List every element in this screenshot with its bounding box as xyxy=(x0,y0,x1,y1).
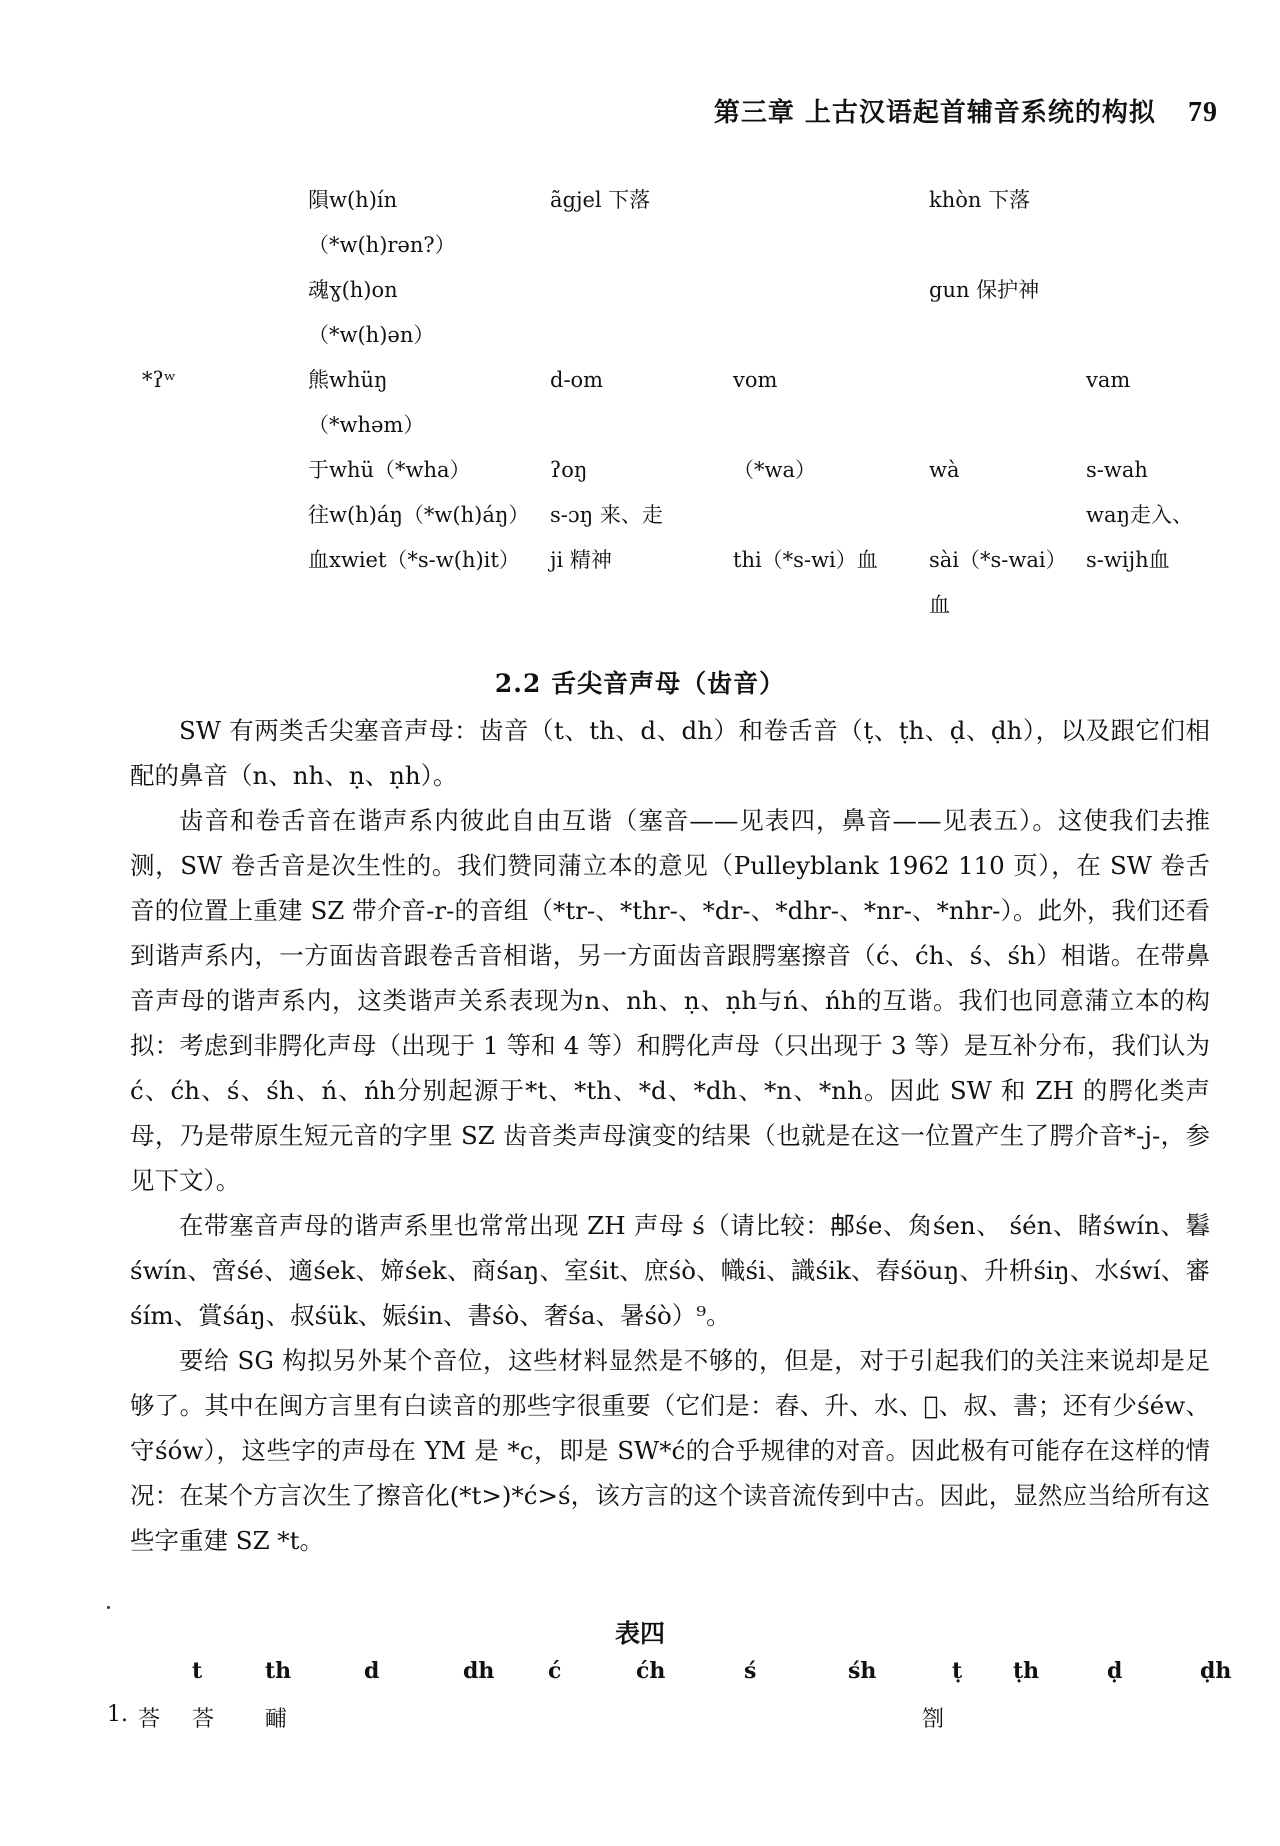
cognate-row xyxy=(0,358,1280,403)
cognate-cell: ji 精神 xyxy=(550,548,612,572)
chapter-title: 第三章 上古汉语起首辅音系统的构拟 xyxy=(713,98,1156,128)
table-header-cell: ṭ xyxy=(952,1658,963,1684)
paragraph: 齿音和卷舌音在谐声系内彼此自由互谐（塞音——见表四，鼻音——见表五）。这使我们去推测，SW 卷舌音是次生性的。我们赞同蒲立本的意见（Pulleyblank 1962 110 页），在 SW 卷舌音的位置上重建 SZ 带介音-r-的音组（*tr-、*thr-、*dr-、*dhr-、*nr-、*nhr-）。此外，我们还看到谐声系内，一方面齿音跟卷舌音相谐，另一方面齿音跟腭塞擦音（ć、ćh、ś、śh）相谐。在带鼻音声母的谐声系内，这类谐声关系表现为n、nh、ṇ、ṇh与ń、ńh的互谐。我们也同意蒲立本的构拟：考虑到非腭化声母（出现于 1 等和 4 等）和腭化声母（只出现于 3 等）是互补分布，我们认为ć、ćh、ś、śh、ń、ńh分别起源于*t、*th、*d、*dh、*n、*nh。因此 SW 和 ZH 的腭化类声母，乃是带原生短元音的字里 SZ 齿音类声母演变的结果（也就是在这一位置产生了腭介音*-j-，参见下文）。 xyxy=(130,806,1210,1195)
cognate-row xyxy=(0,313,1280,358)
table-header-cell: ćh xyxy=(636,1658,666,1684)
cognate-cell: 血 xyxy=(929,593,950,617)
cognate-row xyxy=(0,448,1280,493)
cognate-cell: khòn 下落 xyxy=(929,188,1031,212)
paragraph: 要给 SG 构拟另外某个音位，这些材料显然是不够的，但是，对于引起我们的关注来说却是足够了。其中在闽方言里有白读音的那些字很重要（它们是：舂、升、水、𫇢、叔、書；还有少śéw、守śów），这些字的声母在 YM 是 *c，即是 SW*ć的合乎规律的对音。因此极有可能存在这样的情况：在某个方言次生了擦音化(*t>)*ć>ś，该方言的这个读音流传到中古。因此，显然应当给所有这些字重建 SZ *t。 xyxy=(130,1346,1210,1555)
body-text xyxy=(130,708,1210,1563)
table-header-cell: t xyxy=(192,1658,203,1684)
page-header xyxy=(0,92,1280,129)
cognate-cell: （*w(h)ən） xyxy=(308,323,435,347)
cognate-cell: waŋ走入、 xyxy=(1086,503,1194,527)
cognate-cell: d-om xyxy=(550,368,604,392)
cognate-row xyxy=(0,493,1280,538)
table-cell: 劄 xyxy=(922,1707,945,1732)
cognate-table xyxy=(0,178,1280,628)
table-header-cell: ś xyxy=(744,1658,757,1684)
paragraph: SW 有两类舌尖塞音声母：齿音（t、th、d、dh）和卷舌音（ṭ、ṭh、ḍ、ḍh），以及跟它们相配的鼻音（n、nh、ṇ、ṇh）。 xyxy=(130,716,1210,790)
table-header-cell: th xyxy=(265,1658,292,1684)
table-row xyxy=(0,1702,1280,1742)
cognate-cell: 于whü（*wha） xyxy=(308,458,471,482)
cognate-cell: ʔoŋ xyxy=(550,458,588,482)
table-header-cell: d xyxy=(364,1658,380,1684)
table-header-cell: ḍh xyxy=(1200,1658,1232,1684)
cognate-cell: 隕w(h)ín xyxy=(308,188,398,212)
row-number: 1. xyxy=(107,1702,128,1727)
page-number: 79 xyxy=(1188,97,1218,128)
cognate-cell: gun 保护神 xyxy=(929,278,1040,302)
cognate-row xyxy=(0,223,1280,268)
cognate-cell: s-ɔŋ 来、走 xyxy=(550,503,663,527)
cognate-row xyxy=(0,178,1280,223)
paragraph: 在带塞音声母的谐声系里也常常出现 ZH 声母 ś（请比较：𨚗śe、𧢲śen、 śén、睹śwín、鬊śwín、啻śé、適śek、媂śek、商śaŋ、室śit、庶śò、幟śi、識śik、舂śöuŋ、升枡śiŋ、水śwí、審śím、賞śáŋ、叔śük、娠śin、書śò、奢śa、暑śò）⁹。 xyxy=(130,1211,1210,1330)
cognate-cell: 往w(h)áŋ（*w(h)áŋ） xyxy=(308,503,530,527)
table-header-cell: ḍ xyxy=(1107,1658,1123,1684)
cognate-cell: wà xyxy=(929,458,960,482)
section-title: 2.2 舌尖音声母（齿音） xyxy=(494,669,786,698)
cognate-row xyxy=(0,268,1280,313)
cognate-row xyxy=(0,403,1280,448)
table-cell: 䩉 xyxy=(265,1707,288,1732)
cognate-cell: *ʔʷ xyxy=(142,368,177,392)
cognate-cell: s-wijh血 xyxy=(1086,548,1170,572)
cognate-cell: 魂ɣ(h)on xyxy=(308,278,398,302)
cognate-cell: s-wah xyxy=(1086,458,1148,482)
table-header-cell: dh xyxy=(463,1658,495,1684)
cognate-cell: vom xyxy=(733,368,778,392)
table-header-cell: ṭh xyxy=(1013,1658,1040,1684)
cognate-cell: vam xyxy=(1086,368,1131,392)
cognate-cell: （*whəm） xyxy=(308,413,425,437)
table-header-cell: ć xyxy=(548,1658,562,1684)
cognate-cell: 血xwiet（*s-w(h)it） xyxy=(308,548,520,572)
cognate-cell: 熊whüŋ xyxy=(308,368,388,392)
table-cell: 荅 xyxy=(192,1707,215,1732)
cognate-row xyxy=(0,538,1280,583)
cognate-cell: （*w(h)rən?） xyxy=(308,233,456,257)
table-header xyxy=(0,1658,1280,1698)
table-title: 表四 xyxy=(614,1619,665,1648)
cognate-cell: sài（*s-wai） xyxy=(929,548,1067,572)
cognate-cell: thi（*s-wi）血 xyxy=(733,548,878,572)
table-header-cell: śh xyxy=(848,1658,877,1684)
cognate-cell: ãgjel 下落 xyxy=(550,188,651,212)
table-cell: 荅 xyxy=(138,1707,161,1732)
stray-dot xyxy=(107,1606,110,1609)
cognate-row xyxy=(0,583,1280,628)
cognate-cell: （*wa） xyxy=(733,458,816,482)
